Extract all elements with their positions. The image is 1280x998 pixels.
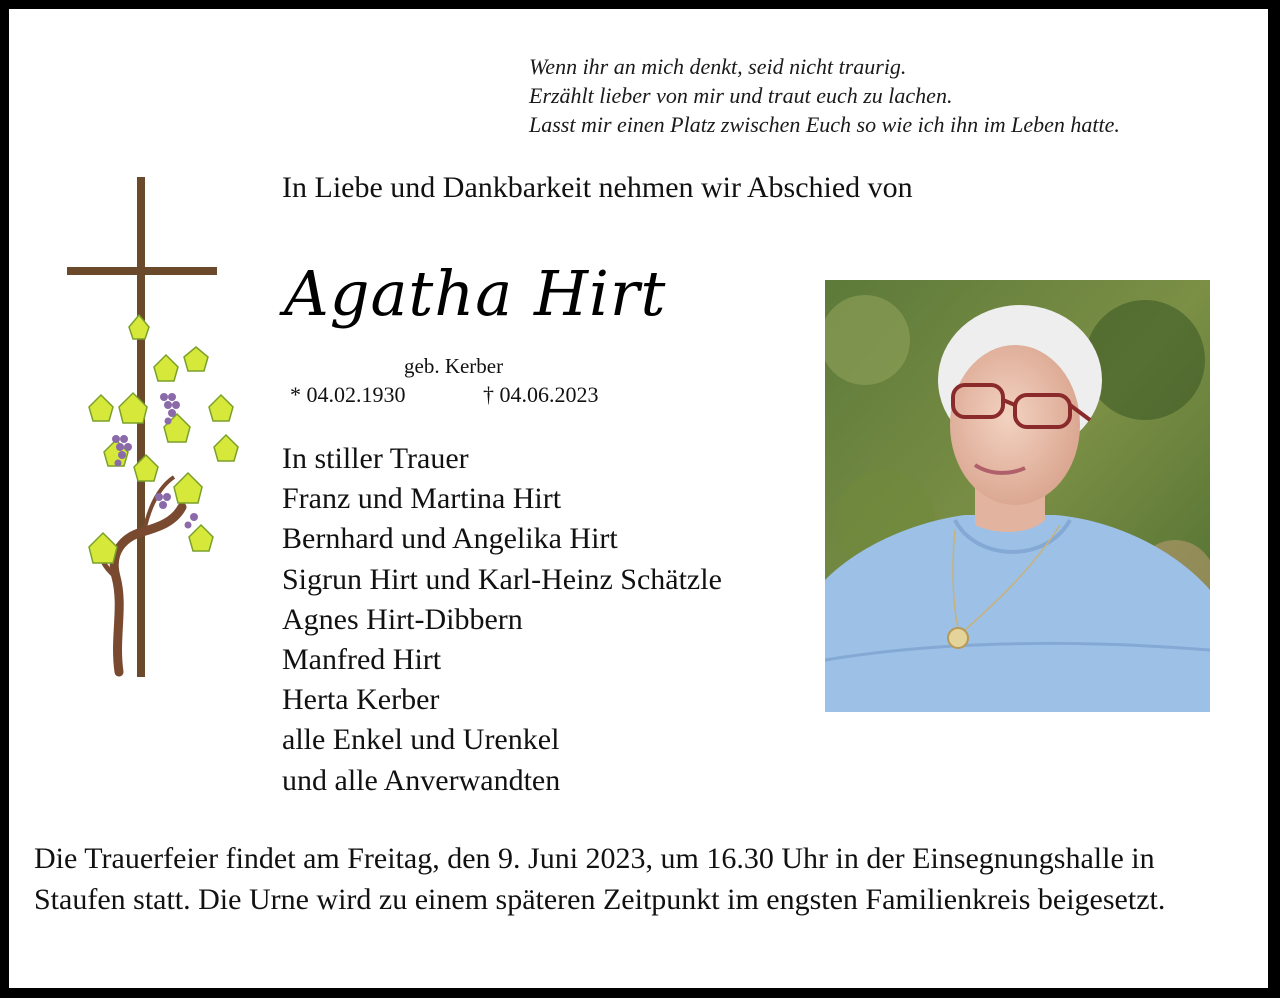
poem-line-2: Erzählt lieber von mir und traut euch zu lachen. <box>529 83 953 108</box>
poem-line-1: Wenn ihr an mich denkt, seid nicht traurig. <box>529 54 907 79</box>
mourner-line: Herta Kerber <box>282 683 440 717</box>
birth-date: * 04.02.1930 <box>290 382 406 407</box>
mourner-line: Agnes Hirt-Dibbern <box>282 602 523 636</box>
mourner-line: Bernhard und Angelika Hirt <box>282 522 618 556</box>
intro-text: In Liebe und Dankbarkeit nehmen wir Abschied von <box>282 171 913 204</box>
birth-name: geb. Kerber <box>404 354 504 378</box>
mourner-line: Franz und Martina Hirt <box>282 482 562 516</box>
deceased-name: Agatha Hirt <box>284 257 667 330</box>
life-dates <box>290 382 599 408</box>
mourner-line: und alle Anverwandten <box>282 763 561 797</box>
obituary-card <box>9 9 1268 988</box>
portrait-photo <box>825 280 1210 712</box>
mourner-line: alle Enkel und Urenkel <box>282 723 560 757</box>
mourner-line: Manfred Hirt <box>282 643 442 677</box>
poem <box>529 52 1120 139</box>
mourner-line: Sigrun Hirt und Karl-Heinz Schätzle <box>282 562 722 596</box>
funeral-notice: Die Trauerfeier findet am Freitag, den 9. Juni 2023, um 16.30 Uhr in der Einsegnungshalle in Staufen statt. Die Urne wird zu einem späteren Zeitpunkt im engsten Familienkreis beigesetzt. <box>34 842 1166 916</box>
death-date: † 04.06.2023 <box>483 382 599 407</box>
poem-line-3: Lasst mir einen Platz zwischen Euch so wie ich ihn im Leben hatte. <box>529 112 1120 137</box>
cross-grapevine-icon <box>64 177 244 687</box>
mourners-list <box>282 439 722 801</box>
mourner-line: In stiller Trauer <box>282 442 469 475</box>
